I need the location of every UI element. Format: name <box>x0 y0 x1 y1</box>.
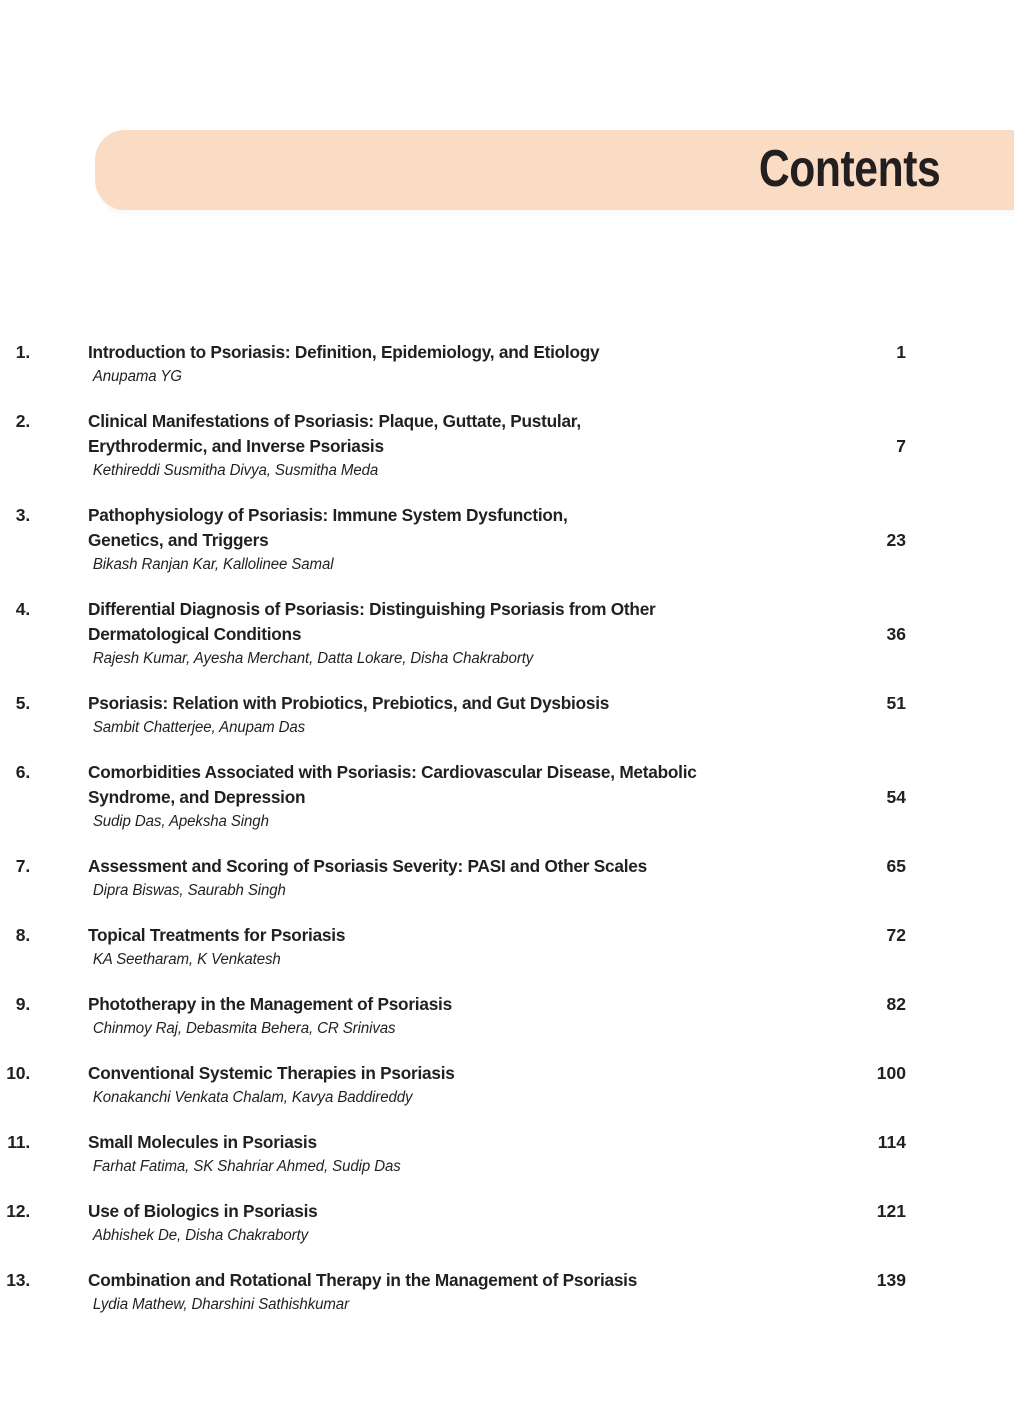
toc-entry-body <box>88 1061 906 1110</box>
toc-entry-body <box>88 1130 906 1179</box>
toc-entry-body <box>88 691 906 740</box>
toc-entry-title[interactable] <box>88 992 817 1017</box>
toc-entry-title[interactable] <box>88 923 817 948</box>
toc-entry[interactable] <box>0 340 1014 389</box>
toc-entry-page-number[interactable]: 139 <box>876 1270 906 1290</box>
toc-entry-body <box>88 340 906 389</box>
toc-entry-number: 12. <box>6 1201 30 1221</box>
toc-entry-page-number[interactable]: 82 <box>886 994 906 1014</box>
toc-entry-title-line: Small Molecules in Psoriasis <box>88 1132 317 1152</box>
toc-entry-page-number[interactable]: 114 <box>877 1132 906 1152</box>
toc-entry[interactable] <box>0 760 1014 834</box>
toc-entry-number: 9. <box>15 994 30 1014</box>
toc-entry-authors: Chinmoy Raj, Debasmita Behera, CR Srinivas <box>92 1020 396 1037</box>
toc-entry-title-line: Erythrodermic, and Inverse Psoriasis <box>88 436 384 456</box>
toc-entry-title[interactable] <box>88 340 817 365</box>
toc-entry[interactable] <box>0 409 1014 483</box>
toc-entry[interactable] <box>0 1130 1014 1179</box>
toc-entry-authors: Dipra Biswas, Saurabh Singh <box>92 882 286 899</box>
toc-entry-authors: Bikash Ranjan Kar, Kallolinee Samal <box>92 556 334 573</box>
toc-entry-body <box>88 409 906 483</box>
toc-entry[interactable] <box>0 854 1014 903</box>
toc-entry-authors: Sambit Chatterjee, Anupam Das <box>92 719 306 736</box>
toc-entry-page-number[interactable]: 51 <box>886 693 906 713</box>
toc-entry-page-number[interactable]: 72 <box>886 925 906 945</box>
toc-entry-title-line: Use of Biologics in Psoriasis <box>88 1201 318 1221</box>
toc-entry-page-number[interactable]: 54 <box>886 787 906 807</box>
toc-entry-body <box>88 854 906 903</box>
contents-header-banner <box>95 130 1014 210</box>
toc-entry-page-number[interactable]: 121 <box>876 1201 906 1221</box>
toc-entry-authors: Farhat Fatima, SK Shahriar Ahmed, Sudip Das <box>92 1158 401 1175</box>
toc-entry-title-line: Conventional Systemic Therapies in Psoriasis <box>88 1063 455 1083</box>
toc-entry-title[interactable] <box>88 1268 817 1293</box>
toc-entry-number: 6. <box>15 762 30 782</box>
toc-entry-page-number[interactable]: 23 <box>886 530 906 550</box>
toc-entry-title-line: Genetics, and Triggers <box>88 530 269 550</box>
toc-entry-title[interactable] <box>88 1061 817 1086</box>
toc-entry-authors: Abhishek De, Disha Chakraborty <box>92 1227 309 1244</box>
toc-entry-authors: Konakanchi Venkata Chalam, Kavya Baddireddy <box>92 1089 413 1106</box>
toc-entry-title[interactable] <box>88 597 817 647</box>
toc-entry-body <box>88 597 906 671</box>
toc-entry-title-line: Comorbidities Associated with Psoriasis: Cardiovascular Disease, Metabolic <box>88 762 697 782</box>
toc-entry-authors: Lydia Mathew, Dharshini Sathishkumar <box>92 1296 349 1313</box>
toc-entry-number: 3. <box>15 505 30 525</box>
toc-entry[interactable] <box>0 1061 1014 1110</box>
toc-entry-body <box>88 1199 906 1248</box>
toc-entry-title-line: Phototherapy in the Management of Psoriasis <box>88 994 452 1014</box>
toc-entry[interactable] <box>0 597 1014 671</box>
toc-entry-page-number[interactable]: 100 <box>876 1063 906 1083</box>
toc-entry-number: 4. <box>15 599 30 619</box>
toc-entry-page-number[interactable]: 7 <box>896 436 906 456</box>
toc-entry-authors: Rajesh Kumar, Ayesha Merchant, Datta Lokare, Disha Chakraborty <box>92 650 534 667</box>
toc-entry-page-number[interactable]: 1 <box>896 342 906 362</box>
toc-entry-body <box>88 760 906 834</box>
toc-entry[interactable] <box>0 1199 1014 1248</box>
toc-entry-title[interactable] <box>88 409 817 459</box>
toc-entry-page-number[interactable]: 36 <box>886 624 906 644</box>
banner-fill <box>95 130 1014 210</box>
toc-entry-number: 7. <box>15 856 30 876</box>
toc-entry-body <box>88 1268 906 1317</box>
toc-entry-title-line: Pathophysiology of Psoriasis: Immune System Dysfunction, <box>88 505 568 525</box>
toc-entry-number: 2. <box>15 411 30 431</box>
toc-entry-body <box>88 503 906 577</box>
toc-entry-authors: KA Seetharam, K Venkatesh <box>92 951 281 968</box>
toc-entry-number: 13. <box>6 1270 30 1290</box>
toc-entry-number: 1. <box>15 342 30 362</box>
toc-entry[interactable] <box>0 1268 1014 1317</box>
toc-entry-title[interactable] <box>88 1199 817 1224</box>
toc-entry-number: 8. <box>15 925 30 945</box>
toc-entry-title[interactable] <box>88 1130 817 1155</box>
toc-entry-authors: Kethireddi Susmitha Divya, Susmitha Meda <box>92 462 379 479</box>
toc-entry-title-line: Assessment and Scoring of Psoriasis Severity: PASI and Other Scales <box>88 856 647 876</box>
toc-entry-title-line: Syndrome, and Depression <box>88 787 306 807</box>
toc-entry-number: 10. <box>6 1063 30 1083</box>
toc-entry-title[interactable] <box>88 691 817 716</box>
toc-entry-number: 5. <box>15 693 30 713</box>
toc-entry-body <box>88 992 906 1041</box>
toc-entry-title-line: Dermatological Conditions <box>88 624 302 644</box>
toc-entry-title[interactable] <box>88 503 817 553</box>
toc-entry-title-line: Differential Diagnosis of Psoriasis: Distinguishing Psoriasis from Other <box>88 599 656 619</box>
toc-entry-title-line: Topical Treatments for Psoriasis <box>88 925 346 945</box>
table-of-contents <box>0 340 1014 1337</box>
toc-entry-title-line: Psoriasis: Relation with Probiotics, Prebiotics, and Gut Dysbiosis <box>88 693 610 713</box>
toc-entry-title-line: Introduction to Psoriasis: Definition, Epidemiology, and Etiology <box>88 342 600 362</box>
toc-entry-title[interactable] <box>88 854 817 879</box>
toc-entry-authors: Sudip Das, Apeksha Singh <box>92 813 269 830</box>
toc-entry-title-line: Combination and Rotational Therapy in the Management of Psoriasis <box>88 1270 638 1290</box>
toc-entry-body <box>88 923 906 972</box>
toc-entry-title[interactable] <box>88 760 817 810</box>
toc-entry[interactable] <box>0 923 1014 972</box>
toc-entry[interactable] <box>0 691 1014 740</box>
toc-entry-title-line: Clinical Manifestations of Psoriasis: Plaque, Guttate, Pustular, <box>88 411 581 431</box>
toc-entry-number: 11. <box>7 1132 30 1152</box>
toc-entry-authors: Anupama YG <box>92 368 182 385</box>
toc-entry[interactable] <box>0 992 1014 1041</box>
page-title: Contents <box>758 139 940 198</box>
toc-entry-page-number[interactable]: 65 <box>886 856 906 876</box>
toc-entry[interactable] <box>0 503 1014 577</box>
